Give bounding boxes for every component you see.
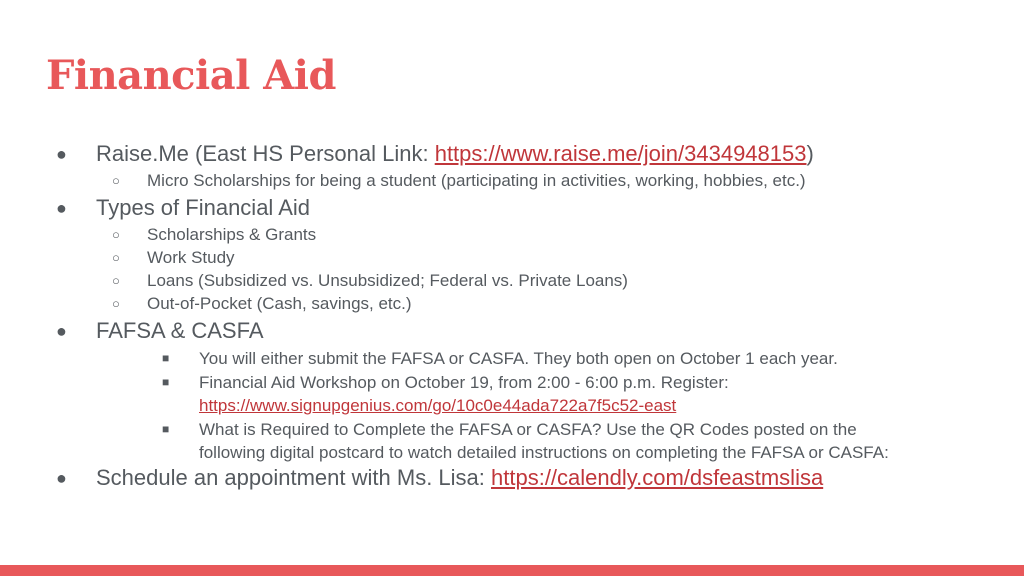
sub-bullet-loans: ○ Loans (Subsidized vs. Unsubsidized; Federal vs. Private Loans) bbox=[112, 271, 628, 290]
sub-bullet-out-of-pocket: ○ Out-of-Pocket (Cash, savings, etc.) bbox=[112, 294, 412, 313]
raiseme-link[interactable]: https://www.raise.me/join/3434948153 bbox=[434, 141, 807, 166]
bullet-types-of-aid: ● Types of Financial Aid bbox=[56, 195, 311, 220]
bullet-dot-icon: ● bbox=[56, 198, 67, 218]
slide-title: Financial Aid bbox=[46, 52, 336, 99]
footer-accent-bar bbox=[0, 565, 1024, 576]
bullet-raiseme-text: Raise.Me (East HS Personal Link: https://www.raise.me/join/3434948153) bbox=[96, 141, 814, 166]
bullet-circle-icon: ○ bbox=[112, 273, 120, 288]
sub-bullet-work-study: ○ Work Study bbox=[112, 248, 235, 267]
sub-bullet-scholarships: ○ Scholarships & Grants bbox=[112, 225, 317, 244]
bullet-schedule bbox=[56, 464, 823, 492]
workshop-register-line bbox=[199, 394, 676, 417]
bullet-fafsa-casfa: ● FAFSA & CASFA bbox=[56, 318, 264, 343]
bullet-square-icon: ■ bbox=[162, 375, 170, 389]
requirements-continuation: following digital postcard to watch detailed instructions on completing the FAFSA or CASFA: bbox=[199, 443, 889, 462]
bullet-raiseme bbox=[56, 140, 814, 168]
signupgenius-link[interactable]: https://www.signupgenius.com/go/10c0e44ada722a7f5c52-east bbox=[199, 396, 677, 415]
bullet-circle-icon: ○ bbox=[112, 173, 120, 188]
bullet-dot-icon: ● bbox=[56, 321, 67, 341]
bullet-circle-icon: ○ bbox=[112, 227, 120, 242]
sub-bullet-requirements: ■ What is Required to Complete the FAFSA or CASFA? Use the QR Codes posted on the bbox=[162, 420, 857, 439]
sub-bullet-workshop: ■ Financial Aid Workshop on October 19, from 2:00 - 6:00 p.m. Register: bbox=[162, 373, 729, 392]
sub-bullet-micro-scholarships: ○ Micro Scholarships for being a student (participating in activities, working, hobbies, etc.) bbox=[112, 171, 806, 190]
bullet-square-icon: ■ bbox=[162, 351, 170, 365]
bullet-circle-icon: ○ bbox=[112, 250, 120, 265]
calendly-link[interactable]: https://calendly.com/dsfeastmslisa bbox=[491, 465, 824, 490]
bullet-dot-icon: ● bbox=[56, 144, 67, 164]
sub-bullet-submit-fafsa: ■ You will either submit the FAFSA or CASFA. They both open on October 1 each year. bbox=[162, 349, 838, 368]
bullet-dot-icon: ● bbox=[56, 468, 67, 488]
bullet-square-icon: ■ bbox=[162, 422, 170, 436]
bullet-circle-icon: ○ bbox=[112, 296, 120, 311]
bullet-schedule-text: Schedule an appointment with Ms. Lisa: https://calendly.com/dsfeastmslisa bbox=[96, 465, 824, 490]
